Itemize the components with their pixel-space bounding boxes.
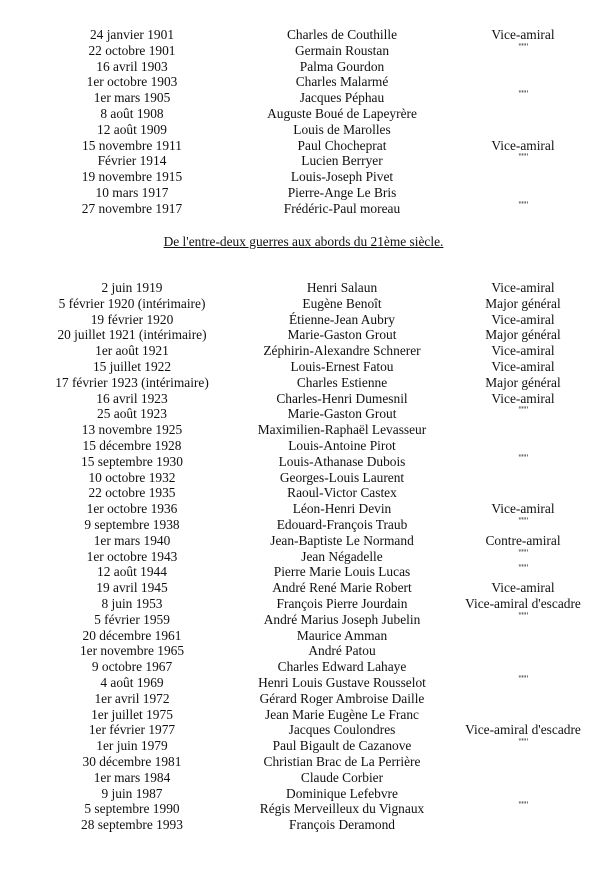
commander-name: Auguste Boué de Lapeyrère [267, 105, 417, 121]
appointment-date: 9 octobre 1967 [91, 659, 173, 675]
table-row [0, 517, 607, 533]
table-row [0, 580, 607, 596]
appointment-date: 1er mars 1984 [93, 769, 171, 785]
rank-label: Major général [485, 295, 561, 311]
commander-name: Louis-Athanase Dubois [278, 453, 406, 469]
appointment-date: 5 février 1920 (intérimaire) [58, 295, 206, 311]
rank-label: Vice-amiral d'escadre [465, 722, 581, 738]
commander-name: François Deramond [289, 817, 395, 833]
rank-label: Vice-amiral [491, 311, 555, 327]
table-row [0, 612, 607, 628]
rank-label: """ [518, 515, 528, 526]
table-row [0, 422, 607, 438]
commander-name: Paul Bigault de Cazanove [272, 738, 412, 754]
appointment-date: 10 mars 1917 [95, 184, 169, 200]
appointment-date: 16 avril 1923 [96, 390, 168, 406]
commander-name: Georges-Louis Laurent [279, 469, 405, 485]
table-row [0, 43, 607, 59]
appointment-date: 5 septembre 1990 [84, 801, 180, 817]
commander-name: Jean Marie Eugène Le Franc [265, 706, 419, 722]
appointment-date: 19 novembre 1915 [81, 169, 183, 185]
rank-label: """ [518, 152, 528, 163]
appointment-date: 25 août 1923 [97, 406, 167, 422]
commander-name: Marie-Gaston Grout [287, 406, 397, 422]
rank-label: """ [518, 563, 528, 574]
rank-label: """ [518, 405, 528, 416]
rank-label: Vice-amiral [491, 137, 555, 153]
appointment-date: 9 septembre 1938 [84, 516, 180, 532]
commander-name: Louis-Ernest Fatou [290, 358, 394, 374]
commander-name: Edouard-François Traub [276, 516, 408, 532]
table-row [0, 375, 607, 391]
commander-name: Charles Estienne [296, 374, 388, 390]
appointment-date: 22 octobre 1935 [88, 485, 176, 501]
appointment-date: 15 novembre 1911 [82, 137, 182, 153]
appointment-date: 1er février 1977 [88, 722, 176, 738]
appointment-date: 12 août 1909 [97, 121, 167, 137]
table-row [0, 628, 607, 644]
table-row [0, 280, 607, 296]
appointment-date: 28 septembre 1993 [81, 817, 183, 833]
appointment-date: 8 août 1908 [100, 105, 164, 121]
table-row [0, 201, 607, 217]
rank-label: """ [518, 89, 528, 100]
commander-name: Louis-Antoine Pirot [288, 437, 396, 453]
commander-name: Charles-Henri Dumesnil [276, 390, 408, 406]
commander-name: Léon-Henri Devin [292, 501, 392, 517]
commander-name: Raoul-Victor Castex [287, 485, 397, 501]
commander-name: Zéphirin-Alexandre Schnerer [263, 343, 421, 359]
rank-label: Vice-amiral [491, 390, 555, 406]
appointment-date: 1er mars 1940 [93, 532, 171, 548]
appointment-date: 17 février 1923 (intérimaire) [55, 374, 209, 390]
commander-name: Paul Chocheprat [297, 137, 387, 153]
rank-label: """ [518, 199, 528, 210]
appointment-date: 1er octobre 1936 [86, 501, 178, 517]
commander-name: Maurice Amman [296, 627, 388, 643]
commander-name: Marie-Gaston Grout [287, 327, 397, 343]
commander-name: André Marius Joseph Jubelin [263, 611, 421, 627]
table-row [0, 327, 607, 343]
table-row [0, 675, 607, 691]
commander-name: Pierre Marie Louis Lucas [273, 564, 411, 580]
table-row [0, 485, 607, 501]
table-row [0, 169, 607, 185]
commander-name: Lucien Berryer [301, 153, 383, 169]
rank-label: Major général [485, 327, 561, 343]
appointment-date: 1er août 1921 [95, 343, 169, 359]
appointment-date: 24 janvier 1901 [89, 27, 175, 42]
appointment-date: 19 avril 1945 [96, 580, 168, 596]
rank-label: """ [518, 673, 528, 684]
table-row [0, 691, 607, 707]
appointment-date: 4 août 1969 [100, 674, 164, 690]
commander-name: Henri Louis Gustave Rousselot [258, 674, 426, 690]
commander-name: Jean-Baptiste Le Normand [270, 532, 414, 548]
appointment-date: 9 juin 1987 [101, 785, 163, 801]
appointment-date: 1er mars 1905 [93, 90, 171, 106]
appointment-date: 16 avril 1903 [96, 58, 168, 74]
commander-name: Étienne-Jean Aubry [289, 311, 395, 327]
commander-name: Frédéric-Paul moreau [283, 200, 401, 216]
appointment-date: 22 octobre 1901 [88, 42, 176, 58]
table-row [0, 817, 607, 833]
appointment-date: 1er avril 1972 [94, 690, 170, 706]
commander-name: Gérard Roger Ambroise Daille [259, 690, 425, 706]
table-row [0, 343, 607, 359]
appointment-date: 1er octobre 1943 [86, 548, 178, 564]
commander-name: Eugène Benoît [302, 295, 382, 311]
appointment-date: 15 décembre 1928 [82, 437, 182, 453]
commander-list-1901-1917 [0, 27, 607, 217]
commander-name: Pierre-Ange Le Bris [287, 184, 397, 200]
commander-name: Jacques Coulondres [288, 722, 396, 738]
table-row [0, 754, 607, 770]
appointment-date: 27 novembre 1917 [81, 200, 183, 216]
commander-name: Germain Roustan [294, 42, 390, 58]
commander-name: Jacques Péphau [299, 90, 385, 106]
section-heading: De l'entre-deux guerres aux abords du 21ème siècle. [163, 234, 444, 249]
table-row [0, 470, 607, 486]
table-row [0, 153, 607, 169]
appointment-date: 1er juin 1979 [96, 738, 168, 754]
rank-label: Major général [485, 374, 561, 390]
commander-name: Régis Merveilleux du Vignaux [259, 801, 425, 817]
appointment-date: 15 juillet 1922 [92, 358, 172, 374]
table-row [0, 296, 607, 312]
rank-label: Vice-amiral [491, 501, 555, 517]
rank-label: """ [518, 610, 528, 621]
appointment-date: 5 février 1959 [94, 611, 170, 627]
appointment-date: Février 1914 [97, 153, 167, 169]
rank-label: """ [518, 547, 528, 558]
rank-label: Vice-amiral [491, 580, 555, 596]
table-row [0, 564, 607, 580]
appointment-date: 15 septembre 1930 [81, 453, 183, 469]
appointment-date: 20 décembre 1961 [82, 627, 182, 643]
table-row [0, 359, 607, 375]
commander-name: Louis-Joseph Pivet [290, 169, 394, 185]
commander-name: Charles de Couthille [286, 27, 398, 42]
commander-name: Dominique Lefebvre [286, 785, 398, 801]
rank-label: Vice-amiral [491, 27, 555, 42]
table-row [0, 406, 607, 422]
appointment-date: 2 juin 1919 [101, 280, 163, 295]
appointment-date: 1er octobre 1903 [86, 74, 178, 90]
commander-list-1919-1993 [0, 280, 607, 833]
appointment-date: 1er juillet 1975 [91, 706, 173, 722]
appointment-date: 30 décembre 1981 [82, 753, 182, 769]
commander-name: André Patou [308, 643, 376, 659]
commander-name: Charles Edward Lahaye [277, 659, 407, 675]
commander-name: Claude Corbier [300, 769, 384, 785]
commander-name: Jean Négadelle [301, 548, 383, 564]
commander-name: André René Marie Robert [272, 580, 412, 596]
rank-label: Vice-amiral [491, 280, 555, 295]
rank-label: Contre-amiral [485, 532, 561, 548]
rank-label: """ [518, 41, 528, 52]
appointment-date: 19 février 1920 [90, 311, 174, 327]
appointment-date: 8 juin 1953 [101, 595, 163, 611]
table-row [0, 707, 607, 723]
table-row [0, 312, 607, 328]
table-row [0, 454, 607, 470]
table-row [0, 59, 607, 75]
commander-name: Charles Malarmé [295, 74, 389, 90]
table-row [0, 643, 607, 659]
table-row [0, 770, 607, 786]
appointment-date: 1er novembre 1965 [79, 643, 185, 659]
appointment-date: 12 août 1944 [97, 564, 167, 580]
commander-name: Henri Salaun [306, 280, 378, 295]
appointment-date: 13 novembre 1925 [81, 422, 183, 438]
table-row [0, 90, 607, 106]
rank-label: """ [518, 452, 528, 463]
rank-label: """ [518, 737, 528, 748]
commander-name: Palma Gourdon [299, 58, 385, 74]
commander-name: Louis de Marolles [293, 121, 391, 137]
table-row [0, 122, 607, 138]
commander-name: Christian Brac de La Perrière [263, 753, 421, 769]
rank-label: Vice-amiral [491, 343, 555, 359]
table-row [0, 738, 607, 754]
table-row [0, 106, 607, 122]
table-row [0, 801, 607, 817]
commander-name: Maximilien-Raphaël Levasseur [257, 422, 427, 438]
rank-label: Vice-amiral d'escadre [465, 595, 581, 611]
appointment-date: 20 juillet 1921 (intérimaire) [57, 327, 207, 343]
appointment-date: 10 octobre 1932 [88, 469, 176, 485]
rank-label: """ [518, 800, 528, 811]
commander-name: François Pierre Jourdain [276, 595, 408, 611]
rank-label: Vice-amiral [491, 358, 555, 374]
